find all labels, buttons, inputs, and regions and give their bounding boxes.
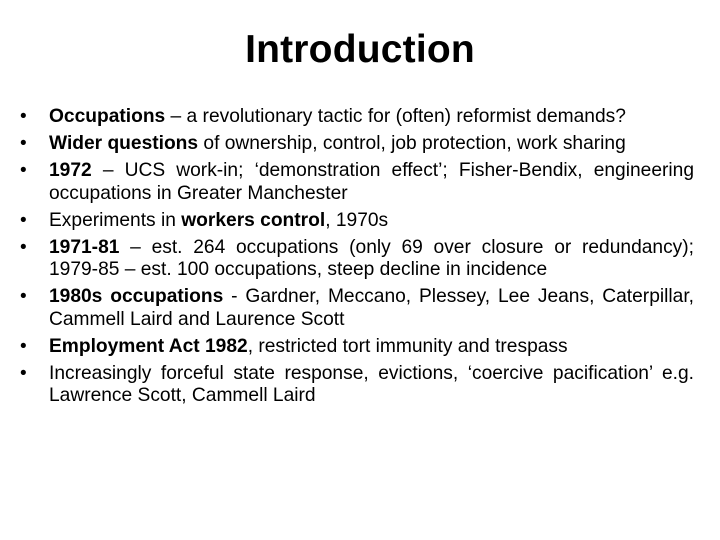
bullet-list <box>18 106 694 412</box>
bullet-text: – est. 264 occupations (only 69 over closure or redundancy); 1979-85 – est. 100 occupations, steep decline in incidence <box>49 236 694 280</box>
bullet-text: , restricted tort immunity and trespass <box>247 335 568 357</box>
bullet-bold-text: 1980s occupations <box>49 286 224 307</box>
bullet-text: - Gardner, Meccano, Plessey, Lee Jeans, Caterpillar, Cammell Laird and Laurence Scott <box>49 286 694 330</box>
bullet-text: – a revolutionary tactic for (often) reformist demands? <box>165 106 626 127</box>
bullet-dot-icon: • <box>20 133 27 154</box>
bullet-text: Experiments in <box>49 209 182 231</box>
bullet-dot-icon: • <box>20 335 27 357</box>
bullet-bold-text: workers control <box>181 209 326 231</box>
bullet-bold-text: Employment Act 1982 <box>49 335 248 357</box>
bullet-bold-text: Occupations <box>49 106 166 127</box>
bullet-item <box>18 336 694 359</box>
bullet-item <box>18 133 694 156</box>
bullet-dot-icon: • <box>20 362 27 384</box>
bullet-dot-icon: • <box>20 236 27 258</box>
slide-title: Introduction <box>245 28 475 71</box>
bullet-text: Increasingly forceful state response, evictions, ‘coercive pacification’ e.g. Lawrence Scott, Cammell Laird <box>49 362 694 406</box>
bullet-item <box>18 363 694 408</box>
bullet-item <box>18 286 694 331</box>
bullet-bold-text: 1972 <box>49 160 92 181</box>
bullet-bold-text: 1971-81 <box>49 236 120 258</box>
bullet-item <box>18 106 694 129</box>
bullet-dot-icon: • <box>20 209 27 231</box>
bullet-dot-icon: • <box>20 106 27 127</box>
bullet-item <box>18 210 694 233</box>
bullet-dot-icon: • <box>20 286 27 307</box>
bullet-text: , 1970s <box>325 209 389 231</box>
bullet-item <box>18 160 694 205</box>
bullet-text: – UCS work-in; ‘demonstration effect’; Fisher-Bendix, engineering occupations in Greater Manchester <box>49 160 694 204</box>
bullet-bold-text: Wider questions <box>49 133 199 154</box>
bullet-dot-icon: • <box>20 160 27 181</box>
bullet-text: of ownership, control, job protection, work sharing <box>198 133 626 154</box>
bullet-item <box>18 237 694 282</box>
